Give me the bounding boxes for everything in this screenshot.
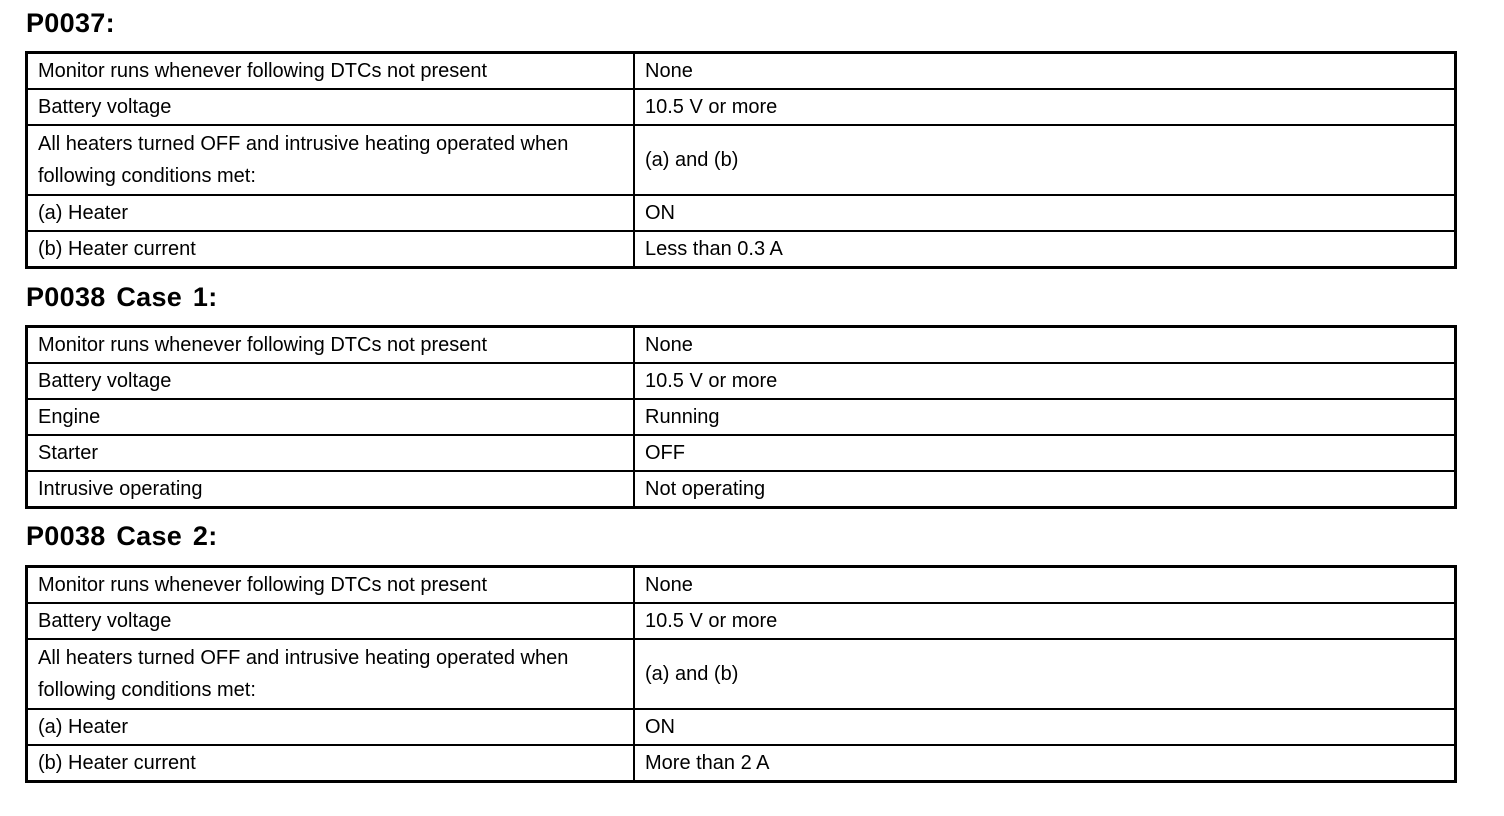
condition-label: Starter bbox=[27, 435, 635, 471]
table-row bbox=[27, 709, 1456, 745]
section-title-p0038-case-1: P0038 Case 1: bbox=[26, 282, 218, 312]
condition-table-p0038-case-1 bbox=[25, 325, 1457, 509]
condition-value: 10.5 V or more bbox=[634, 89, 1456, 125]
table-row bbox=[27, 603, 1456, 639]
section-title-p0037: P0037: bbox=[26, 8, 115, 38]
condition-value: ON bbox=[634, 709, 1456, 745]
table-row bbox=[27, 53, 1456, 90]
condition-label: (a) Heater bbox=[27, 709, 635, 745]
condition-value: 10.5 V or more bbox=[634, 363, 1456, 399]
table-row bbox=[27, 327, 1456, 364]
condition-label: (b) Heater current bbox=[27, 231, 635, 268]
condition-value: OFF bbox=[634, 435, 1456, 471]
condition-value: (a) and (b) bbox=[634, 639, 1456, 709]
section-title-p0038-case-2: P0038 Case 2: bbox=[26, 521, 218, 551]
condition-value: Not operating bbox=[634, 471, 1456, 508]
table-row bbox=[27, 745, 1456, 782]
table-row bbox=[27, 125, 1456, 195]
condition-value: Running bbox=[634, 399, 1456, 435]
table-row bbox=[27, 471, 1456, 508]
table-row bbox=[27, 399, 1456, 435]
table-row bbox=[27, 435, 1456, 471]
table-row bbox=[27, 89, 1456, 125]
condition-table-p0037 bbox=[25, 51, 1457, 269]
condition-value: None bbox=[634, 567, 1456, 604]
condition-value: (a) and (b) bbox=[634, 125, 1456, 195]
condition-label: Battery voltage bbox=[27, 363, 635, 399]
condition-table-p0038-case-2 bbox=[25, 565, 1457, 783]
table-row bbox=[27, 639, 1456, 709]
condition-label: All heaters turned OFF and intrusive heating operated when following conditions met: bbox=[27, 125, 635, 195]
condition-label: Monitor runs whenever following DTCs not present bbox=[27, 53, 635, 90]
condition-value: None bbox=[634, 53, 1456, 90]
condition-label: (a) Heater bbox=[27, 195, 635, 231]
table-row bbox=[27, 567, 1456, 604]
condition-value: 10.5 V or more bbox=[634, 603, 1456, 639]
table-row bbox=[27, 231, 1456, 268]
condition-label: Monitor runs whenever following DTCs not present bbox=[27, 327, 635, 364]
table-row bbox=[27, 195, 1456, 231]
condition-value: Less than 0.3 A bbox=[634, 231, 1456, 268]
condition-label: Intrusive operating bbox=[27, 471, 635, 508]
condition-value: ON bbox=[634, 195, 1456, 231]
condition-value: More than 2 A bbox=[634, 745, 1456, 782]
condition-value: None bbox=[634, 327, 1456, 364]
condition-label: Battery voltage bbox=[27, 89, 635, 125]
condition-label: All heaters turned OFF and intrusive heating operated when following conditions met: bbox=[27, 639, 635, 709]
condition-label: Monitor runs whenever following DTCs not present bbox=[27, 567, 635, 604]
condition-label: Battery voltage bbox=[27, 603, 635, 639]
condition-label: (b) Heater current bbox=[27, 745, 635, 782]
condition-label: Engine bbox=[27, 399, 635, 435]
table-row bbox=[27, 363, 1456, 399]
